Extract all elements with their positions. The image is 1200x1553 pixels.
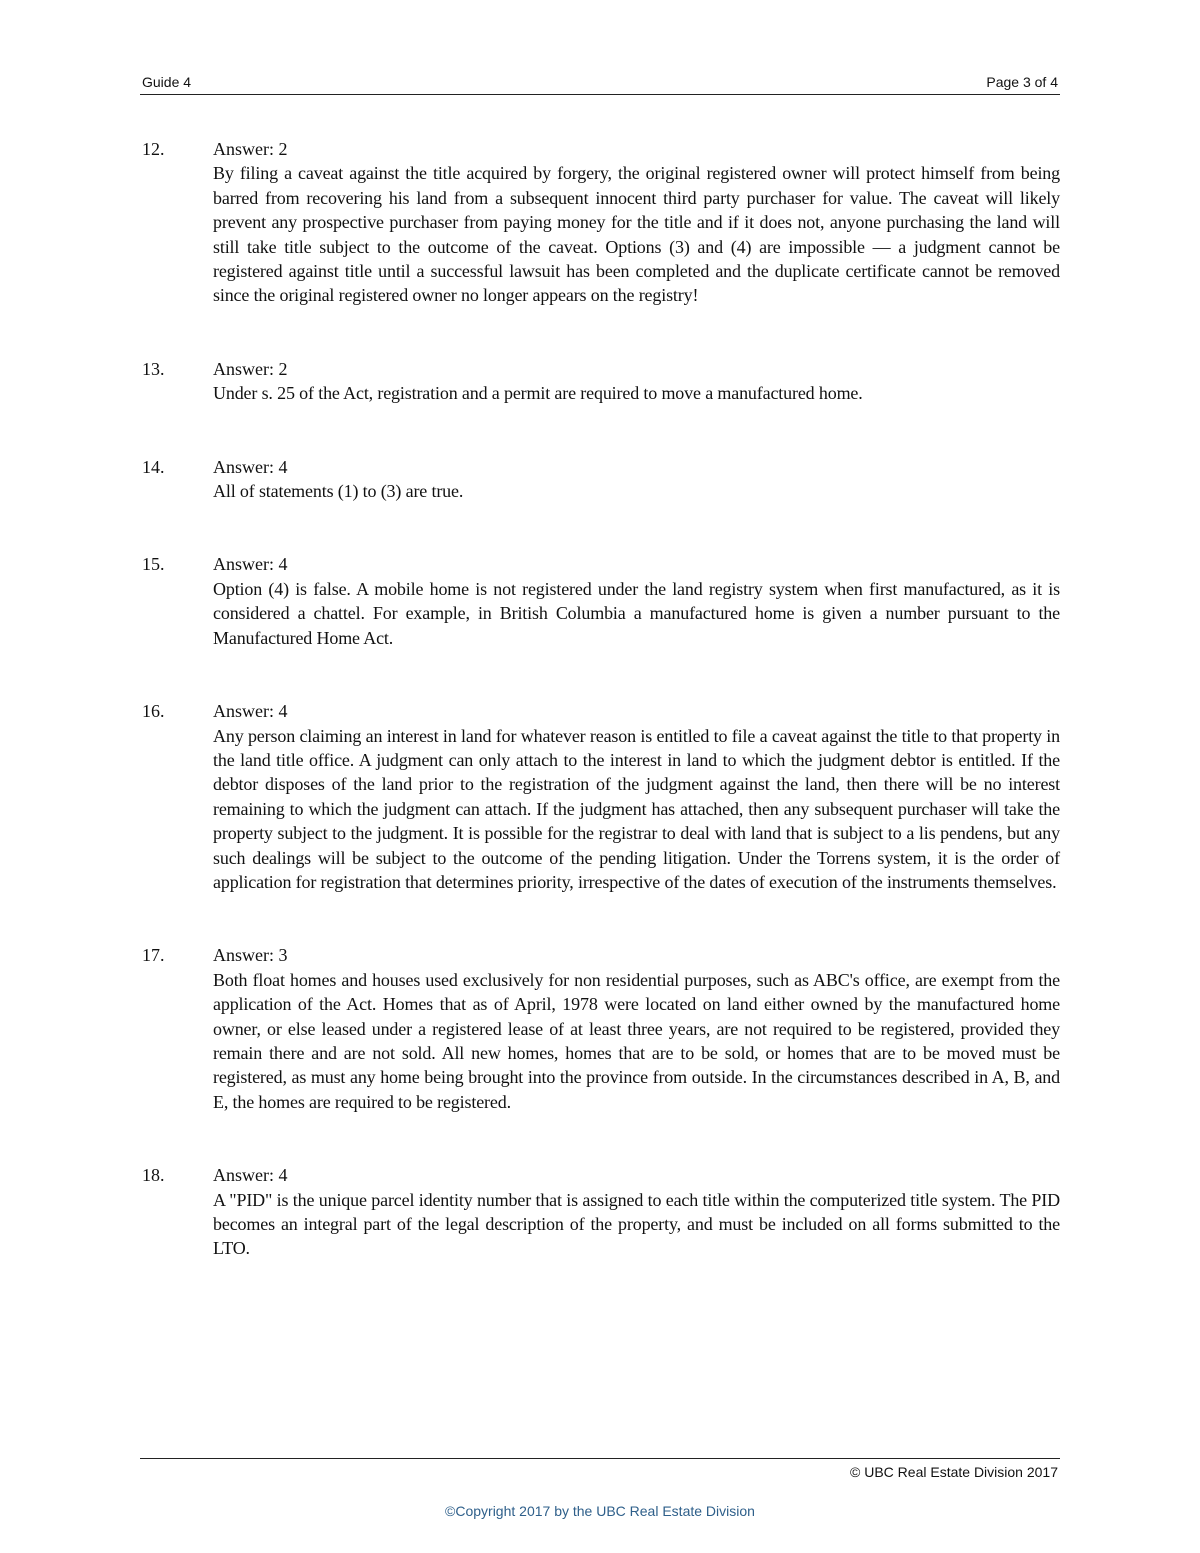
answer-item-16 (140, 699, 1060, 894)
page-number: Page 3 of 4 (986, 74, 1058, 90)
answer-item-14 (140, 455, 1060, 504)
answer-item-18 (140, 1163, 1060, 1261)
answer-explanation: A "PID" is the unique parcel identity number that is assigned to each title within the computerized title system. The PID becomes an integral part of the legal description of the property, and must be included on all forms submitted to the LTO. (213, 1189, 1060, 1259)
question-number: 12. (142, 139, 165, 159)
answer-item-12 (140, 137, 1060, 308)
answer-label: Answer: 3 (213, 945, 288, 966)
answer-explanation: By filing a caveat against the title acquired by forgery, the original registered owner will protect himself from being barred from recovering his land from a subsequent innocent third party purchaser for value. The caveat will likely prevent any prospective purchaser from paying money for the title and if it does not, anyone purchasing the land will still take title subject to the outcome of the caveat. Options (3) and (4) are impossible — a judgment cannot be registered against title until a successful lawsuit has been completed and the duplicate certificate cannot be removed since the original registered owner no longer appears on the registry! (213, 163, 1060, 306)
guide-title: Guide 4 (142, 74, 192, 90)
question-number: 13. (142, 358, 165, 379)
question-number: 17. (142, 945, 165, 966)
copyright-notice: ©Copyright 2017 by the UBC Real Estate Division (445, 1503, 755, 1519)
question-number: 18. (142, 1165, 165, 1186)
footer-divider (140, 1458, 1060, 1459)
answer-item-17 (140, 943, 1060, 1114)
answer-label: Answer: 4 (213, 701, 288, 722)
answer-explanation: Both float homes and houses used exclusively for non residential purposes, such as ABC's office, are exempt from the application of the Act. Homes that as of April, 1978 were located on land either owned by the manufactured home owner, or else leased under a registered lease of at least three years, are not required to be registered, provided they remain there and are not sold. All new homes, homes that are to be sold, or homes that are to be moved must be registered, as must any home being brought into the province from outside. In the circumstances described in A, B, and E, the homes are required to be registered. (213, 969, 1060, 1112)
question-number: 15. (142, 554, 165, 575)
page-header (140, 72, 1060, 95)
answer-item-15 (140, 552, 1060, 650)
footer-credit: © UBC Real Estate Division 2017 (850, 1464, 1058, 1480)
answer-label: Answer: 2 (213, 358, 288, 379)
answer-label: Answer: 2 (213, 139, 288, 159)
answer-label: Answer: 4 (213, 554, 288, 575)
answer-item-13 (140, 357, 1060, 406)
answer-label: Answer: 4 (213, 456, 288, 477)
answer-explanation: Any person claiming an interest in land for whatever reason is entitled to file a caveat against the title to that property in the land title office. A judgment can only attach to the interest in land to which the judgment debtor is entitled. If the debtor disposes of the land prior to the registration of the judgment against the land, then there will be no interest remaining to which the judgment can attach. If the judgment has attached, then any subsequent purchaser will take the property subject to the judgment. It is possible for the registrar to deal with land that is subject to a lis pendens, but any such dealings will be subject to the outcome of the pending litigation. Under the Torrens system, it is the order of application for registration that determines priority, irrespective of the dates of execution of the instruments themselves. (213, 725, 1060, 892)
answer-explanation: Under s. 25 of the Act, registration and a permit are required to move a manufactured home. (213, 383, 863, 404)
answer-list (140, 137, 1060, 1261)
answer-explanation: Option (4) is false. A mobile home is not registered under the land registry system when first manufactured, as it is considered a chattel. For example, in British Columbia a manufactured home is given a number pursuant to the Manufactured Home Act. (213, 578, 1060, 648)
question-number: 16. (142, 701, 165, 722)
question-number: 14. (142, 456, 165, 477)
answer-label: Answer: 4 (213, 1165, 288, 1186)
answer-explanation: All of statements (1) to (3) are true. (213, 481, 464, 502)
